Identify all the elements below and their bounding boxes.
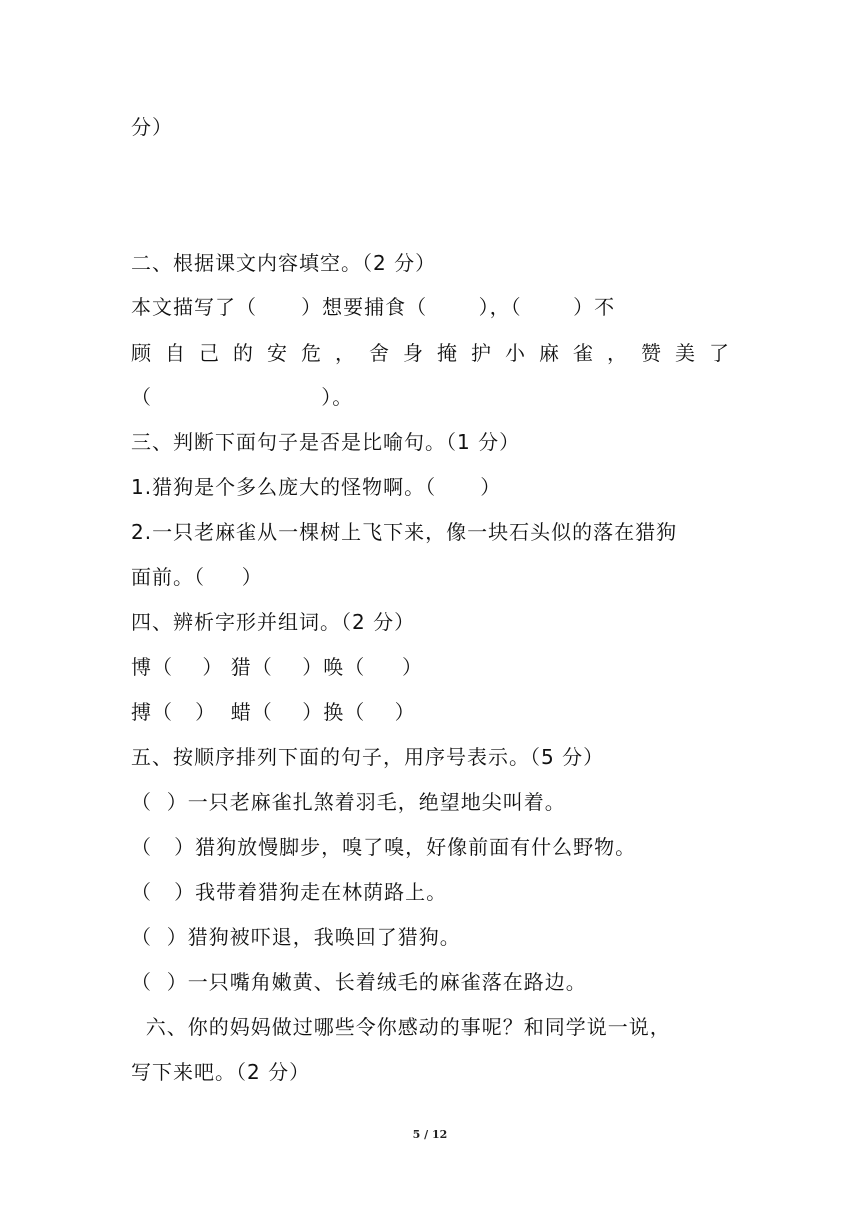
char: 掩 — [437, 341, 457, 365]
section-5-item-1: （ ）一只老麻雀扎煞着羽毛，绝望地尖叫着。 — [131, 790, 566, 814]
char: 的 — [233, 341, 253, 365]
char: ， — [335, 341, 355, 365]
section-2-line-1: 本文描写了（ ）想要捕食（ ），（ ）不 — [131, 295, 616, 319]
section-2-line-3: （ ）。 — [131, 385, 354, 409]
char: ， — [607, 341, 627, 365]
char: 美 — [675, 341, 695, 365]
section-3-item-2: 2.一只老麻雀从一棵树上飞下来，像一块石头似的落在猎狗 — [131, 520, 678, 544]
section-6-heading-cont: 写下来吧。（2 分） — [131, 1060, 311, 1084]
char: 舍 — [369, 341, 389, 365]
section-5-item-2: （ ）猎狗放慢脚步，嗅了嗅，好像前面有什么野物。 — [131, 835, 637, 859]
page-number: 5 / 12 — [412, 1128, 448, 1141]
section-2-heading: 二、根据课文内容填空。（2 分） — [131, 251, 437, 275]
section-4-row-1: 博（ ） 猎（ ）唤（ ） — [131, 655, 424, 679]
char: 小 — [505, 341, 525, 365]
char: 顾 — [131, 341, 151, 365]
section-3-item-2-cont: 面前。（ ） — [131, 565, 263, 589]
section-4-row-2: 搏（ ） 蜡（ ）换（ ） — [131, 700, 416, 724]
char: 了 — [709, 341, 729, 365]
section-2-line-2 — [131, 339, 729, 367]
char: 危 — [301, 341, 321, 365]
char: 赞 — [641, 341, 661, 365]
section-5-item-3: （ ）我带着猎狗走在林荫路上。 — [131, 880, 448, 904]
section-3-item-1: 1.猎狗是个多么庞大的怪物啊。（ ） — [131, 475, 502, 499]
char: 自 — [165, 341, 185, 365]
char: 己 — [199, 341, 219, 365]
char: 安 — [267, 341, 287, 365]
section-5-item-5: （ ）一只嘴角嫩黄、长着绒毛的麻雀落在路边。 — [131, 970, 587, 994]
char: 麻 — [539, 341, 559, 365]
char: 身 — [403, 341, 423, 365]
char: 雀 — [573, 341, 593, 365]
text-line-continuation: 分） — [131, 115, 173, 139]
section-3-heading: 三、判断下面句子是否是比喻句。（1 分） — [131, 430, 521, 454]
section-5-heading: 五、按顺序排列下面的句子，用序号表示。（5 分） — [131, 745, 605, 769]
char: 护 — [471, 341, 491, 365]
section-4-heading: 四、辨析字形并组词。（2 分） — [131, 610, 416, 634]
section-6-heading: 六、你的妈妈做过哪些令你感动的事呢？和同学说一说， — [131, 1015, 671, 1039]
section-5-item-4: （ ）猎狗被吓退，我唤回了猎狗。 — [131, 925, 461, 949]
